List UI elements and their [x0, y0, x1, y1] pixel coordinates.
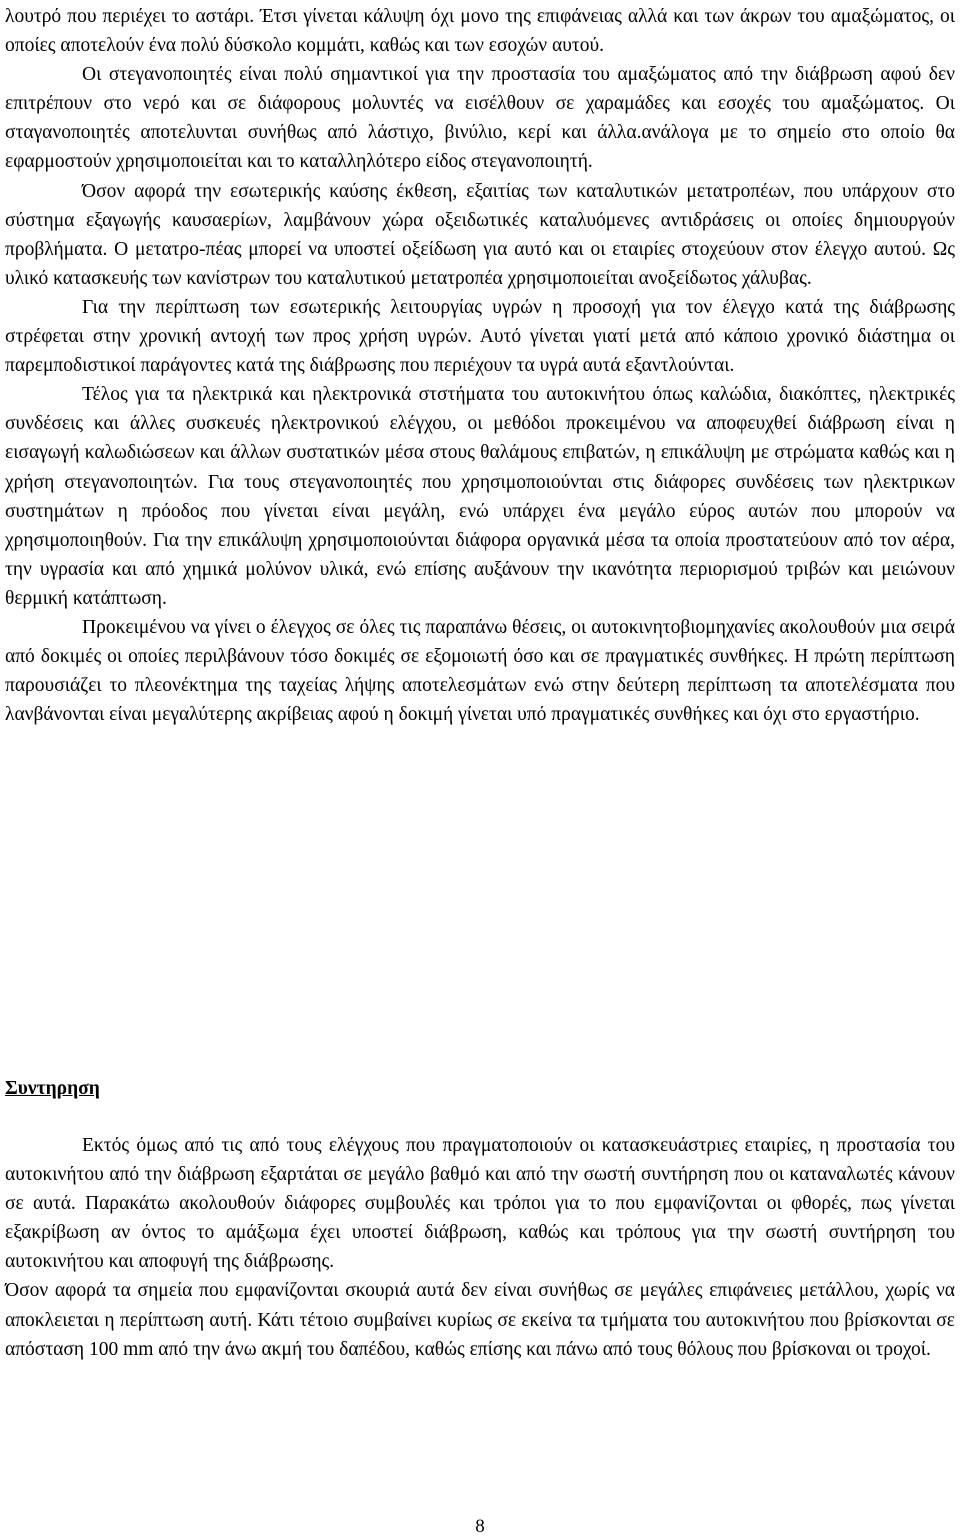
- page-number: 8: [475, 1516, 485, 1537]
- paragraph-internal-combustion: Όσον αφορά την εσωτερικής καύσης έκθεση, εξαιτίας των καταλυτικών μετατροπέων, που υπάρχουν στο σύστημα εξαγωγής καυσαερίων, λαμβάνουν χώρα οξειδωτικές καταλυόμενες αντιδράσεις οι οποίες δημιουργούν προβλήματα. Ο μετατρο-πέας μπορεί να υποστεί οξείδωση για αυτό και οι εταιρίες στοχεύουν στον έλεγχο αυτού. Ως υλικό κατασκευής των κανίστρων του καταλυτικού μετατροπέα χρησιμοποιείται ανοξείδωτος χάλυβας.: [5, 180, 955, 289]
- body-text-bottom: [5, 1131, 955, 1364]
- paragraph-maintenance-intro: Εκτός όμως από τις από τους ελέγχους που πραγματοποιούν οι κατασκευάστριες εταιρίες, η προστασία του αυτοκινήτου από την διάβρωση εξαρτάται σε μεγάλο βαθμό και από την σωστή συντήρηση που οι καταναλωτές κάνουν σε αυτά. Παρακάτω ακολουθούν διάφορες συμβουλές και τρόποι για το που εμφανίζονται οι φθορές, πως γίνεται εξακρίβωση αν όντος το αμάξωμα έχει υποστεί διάβρωση, καθώς και τρόπους για την σωστή συντήρηση του αυτοκινήτου και αποφυγή της διάβρωσης.: [5, 1135, 955, 1273]
- paragraph-testing: Προκειμένου να γίνει ο έλεγχος σε όλες τις παραπάνω θέσεις, οι αυτοκινητοβιομηχανίες ακολουθούν μια σειρά από δοκιμές οι οποίες περιλβάνουν τόσο δοκιμές σε εξομοιωτή όσο και σε πραγματικές συνθήκες. Η πρώτη περίπτωση παρουσιάζει το πλεονέκτημα της ταχείας λήψης αποτελεσμάτων ενώ στην δεύτερη περίπτωση τα αποτελέσματα που λανβάνονται είναι μεγαλύτερης ακρίβειας αφού η δοκιμή γίνεται υπό πραγματικές συνθήκες και όχι στο εργαστήριο.: [5, 616, 955, 726]
- paragraph-rust-locations: Όσον αφορά τα σημεία που εμφανίζονται σκουριά αυτά δεν είναι συνήθως σε μεγάλες επιφάνειες μετάλλου, χωρίς να αποκλειεται η περίπτωση αυτή. Κάτι τέτοιο συμβαίνει κυρίως σε εκείνα τα τμήματα του αυτοκινήτου που βρίσκονται σε απόσταση 100 mm από την άνω ακμή του δαπέδου, καθώς επίσης και πάνω από τους θόλους που βρίσκοναι οι τροχοί.: [5, 1280, 955, 1360]
- paragraph-sealants: Οι στεγανοποιητές είναι πολύ σημαντικοί για την προστασία του αμαξώματος από την διάβρωση αφού δεν επιτρέπουν στο νερό και σε διάφορους μολυντές να εισέλθουν σε χαραμάδες και εσοχές του αμαξώματος. Οι σταγανοποιητές αποτελυνται συνήθως από λάστιχο, βινύλιο, κερί και άλλα.ανάλογα με το σημείο στο οποίο θα εφαρμοστούν χρησιμοποιείται και το καταλληλότερο είδος στεγανοποιητή.: [5, 64, 955, 173]
- paragraph-continuation: λουτρό που περιέχει το αστάρι. Έτσι γίνεται κάλυψη όχι μονο της επιφάνειας αλλά και των άκρων του αμαξώματος, οι οποίες αποτελούν ένα πολύ δύσκολο κομμάτι, καθώς και των εσοχών αυτού.: [5, 6, 955, 57]
- paragraph-internal-fluids: Για την περίπτωση των εσωτερικής λειτουργίας υγρών η προσοχή για τον έλεγχο κατά της διάβρωσης στρέφεται στην χρονική αντοχή των προς χρήση υγρών. Αυτό γίνεται γιατί μετά από κάποιο χρονικό διάστημα οι παρεμποδιστικοί παράγοντες κατά της διάβρωσης που περιέχουν τα υγρά αυτά εξαντλούνται.: [5, 296, 955, 377]
- paragraph-electrical-systems: Τέλος για τα ηλεκτρικά και ηλεκτρονικά στστήματα του αυτοκινήτου όπως καλώδια, διακόπτες, ηλεκτρικές συνδέσεις και άλλες συσκευές ηλεκτρονικού ελέγχου, οι μεθόδοι προκειμένου να αποφευχθεί διάβρωση είναι η εισαγωγή καλωδιώσεων και άλλων συστατικών μέσα στους θαλάμους επιβατών, η επικάλυψη με στρώματα καθώς και η χρήση στεγανοποιητών. Για τους στεγανοποιητές που χρησιμοποιούνται στις διάφορες συνδέσεις των ηλεκτρικων συστημάτων η πρόοδος που γίνεται είναι μεγάλη, ενώ υπάρχει ένα μεγάλο εύρος αυτών που μπορούν να χρησιμοποιηθούν. Για την επικάλυψη χρησιμοποιούνται διάφορα οργανικά μέσα τα οποία προστατεύουν από τον αέρα, την υγρασία και από χημικά μολύνον υλικά, ενώ επίσης αυξάνουν την ικανότητα περιορισμού τριβών και μειώνουν θερμική κατάπτωση.: [5, 384, 955, 609]
- body-text-top: [5, 2, 955, 729]
- section-heading-maintenance: Συντηρηση: [5, 1078, 100, 1099]
